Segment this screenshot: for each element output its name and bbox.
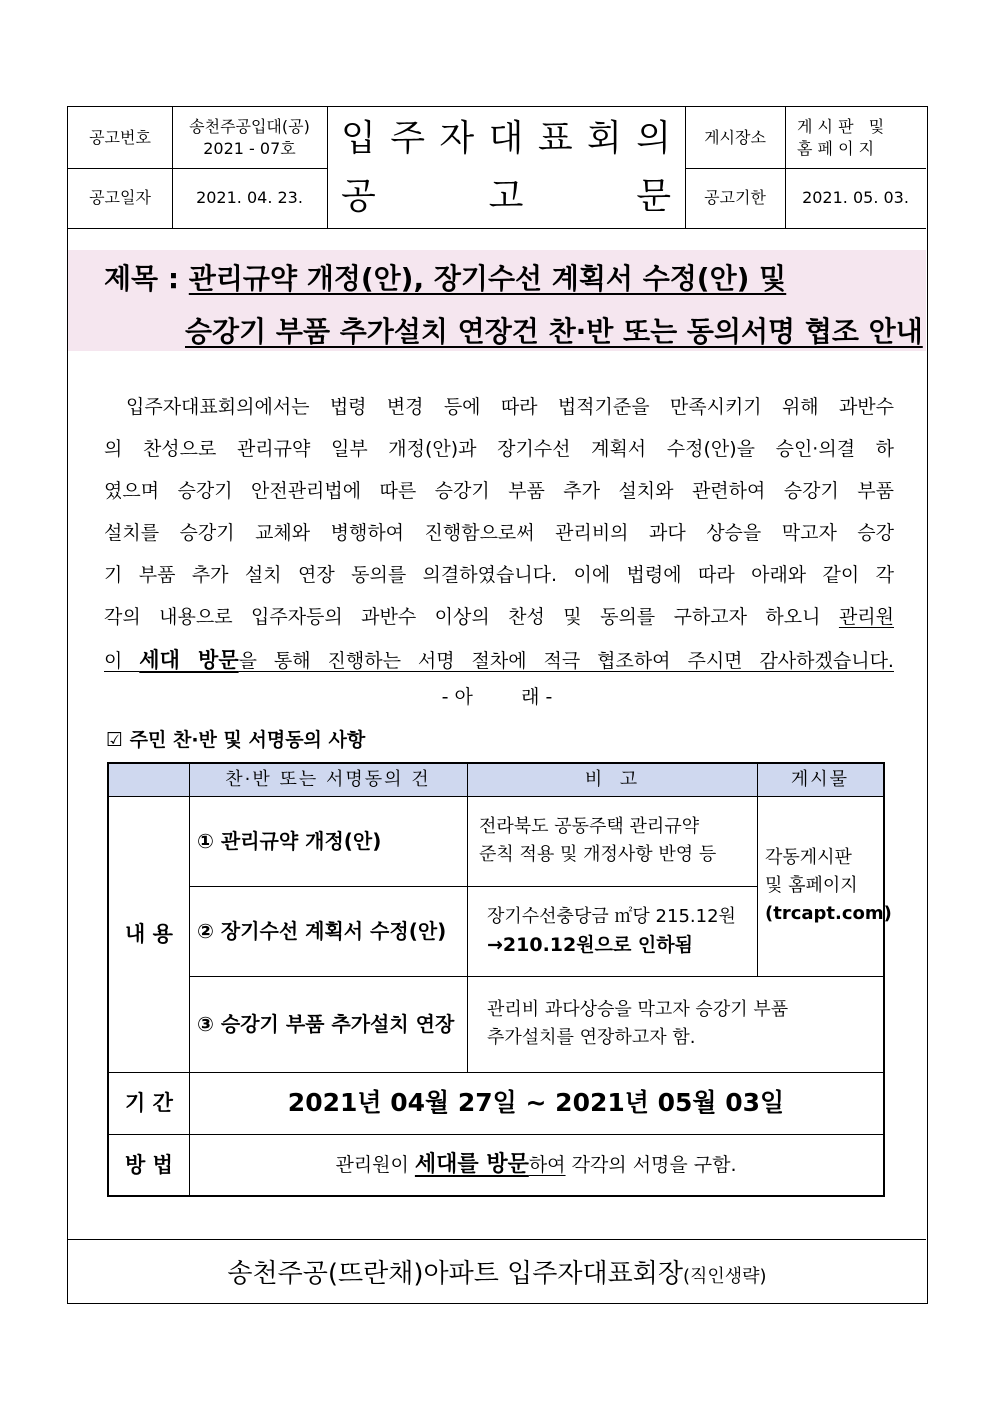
post-place-line2: 홈 페 이 지 <box>797 138 875 158</box>
post-place-line1: 게 시 판 및 <box>797 116 885 136</box>
notice-no-line1: 송천주공입대(공) <box>189 116 310 136</box>
header-table <box>68 107 926 229</box>
title-char: 회 <box>587 118 622 159</box>
item-2-note-line2: →210.12원으로 인하됨 <box>487 934 693 956</box>
method-b: 세대를 방문 <box>414 1151 529 1177</box>
body-line-6 <box>104 602 894 629</box>
title-char: 공 <box>341 175 376 217</box>
title-char: 입 <box>341 118 376 159</box>
row-label-method: 방 법 <box>125 1152 173 1177</box>
post-place-label: 게시장소 <box>704 127 766 147</box>
item-2-note <box>487 886 757 976</box>
notice-no-line2: 2021 - 07호 <box>203 138 296 158</box>
body-line-3: 였으며 승강기 안전관리법에 따른 승강기 부품 추가 설치와 관련하여 승강기 부품 <box>104 480 894 502</box>
subject-line2: 승강기 부품 추가설치 연장건 찬·반 또는 동의서명 협조 안내 <box>185 315 923 348</box>
footer-text: 송천주공(뜨란채)아파트 입주자대표회장 <box>227 1259 683 1289</box>
body-line-6a: 각의 내용으로 입주자등의 과반수 이상의 찬성 및 동의를 구하고자 하오니 <box>104 606 839 628</box>
body-line-4: 설치를 승강기 교체와 병행하여 진행함으로써 관리비의 과다 상승을 막고자 승강 <box>104 522 894 544</box>
subject-text-1: 관리규약 개정(안), 장기수선 계획서 수정(안) 및 <box>188 262 787 295</box>
notice-no-label: 공고번호 <box>89 127 151 147</box>
item-1-note-line1: 전라북도 공동주택 관리규약 <box>479 816 700 837</box>
method-c: 하여 <box>528 1153 566 1176</box>
item-1: ① 관리규약 개정(안) <box>197 829 382 853</box>
item-3: ③ 승강기 부품 추가설치 연장 <box>197 1012 455 1036</box>
body-line-5: 기 부품 추가 설치 연장 동의를 의결하였습니다. 이에 법령에 따라 아래와 같이 각 <box>104 564 894 586</box>
th-note: 비 고 <box>467 764 757 796</box>
post-location <box>757 796 892 976</box>
body-line-7b: 세대 방문 <box>139 648 239 672</box>
th-item: 찬·반 또는 서명동의 건 <box>189 764 467 796</box>
post-line1: 각동게시판 <box>765 847 852 868</box>
footer-divider <box>68 1239 926 1240</box>
title-char: 표 <box>537 118 573 159</box>
row-label-content: 내 용 <box>125 922 173 946</box>
deadline-value: 2021. 05. 03. <box>802 188 909 207</box>
body-line-7 <box>104 644 894 674</box>
body-line-1: 입주자대표회의에서는 법령 변경 등에 따라 법적기준을 만족시키기 위해 과반수 <box>126 396 894 418</box>
section-heading: ☑ 주민 찬·반 및 서명동의 사항 <box>106 729 366 751</box>
item-3-note-line1: 관리비 과다상승을 막고자 승강기 부품 <box>487 999 789 1020</box>
footer-seal-note: (직인생략) <box>682 1266 767 1287</box>
below-heading <box>68 682 926 709</box>
item-1-note <box>479 796 757 886</box>
body-line-2: 의 찬성으로 관리규약 일부 개정(안)과 장기수선 계획서 수정(안)을 승인·의결 하 <box>104 438 894 460</box>
body-line-7a: 이 <box>104 650 140 672</box>
notice-date-value: 2021. 04. 23. <box>196 188 303 207</box>
th-post: 게시물 <box>757 764 883 796</box>
body-line-7c: 을 통해 진행하는 서명 절차에 적극 협조하여 주시면 감사하겠습니다. <box>238 650 894 672</box>
method-value <box>189 1134 883 1195</box>
item-3-note-line2: 추가설치를 연장하고자 함. <box>487 1027 696 1048</box>
title-char: 의 <box>636 118 671 159</box>
item-1-note-line2: 준칙 적용 및 개정사항 반영 등 <box>479 844 717 865</box>
notice-frame <box>67 106 928 1304</box>
below-heading-text: - 아 래 - <box>441 686 553 708</box>
subject-line1 <box>104 257 786 297</box>
row-label-period: 기 간 <box>125 1091 173 1115</box>
title-line1 <box>327 107 685 171</box>
title-line2 <box>327 165 685 228</box>
method-a: 관리원이 <box>335 1153 415 1176</box>
subject-prefix: 제목 : <box>104 262 189 295</box>
notice-no-value <box>172 107 327 168</box>
notice-date-label: 공고일자 <box>89 188 151 207</box>
item-2: ② 장기수선 계획서 수정(안) <box>197 919 447 943</box>
post-line2: 및 홈페이지 <box>765 875 858 896</box>
title-char: 자 <box>439 118 475 159</box>
post-line3: (trcapt.com) <box>765 903 892 924</box>
item-2-note-line1: 장기수선충당금 ㎡당 215.12원 <box>487 906 736 927</box>
body-line-6b: 관리원 <box>838 606 894 628</box>
method-d: 각각의 서명을 구함. <box>565 1153 737 1176</box>
period-value: 2021년 04월 27일 ~ 2021년 05월 03일 <box>287 1088 785 1117</box>
footer-signature <box>68 1253 926 1290</box>
title-char: 주 <box>390 118 425 159</box>
th-blank <box>109 764 189 796</box>
deadline-label: 공고기한 <box>704 188 766 207</box>
title-char: 대 <box>488 118 524 159</box>
post-place-value <box>785 107 926 168</box>
title-char: 고 <box>488 175 524 217</box>
consent-table <box>107 762 892 1197</box>
title-char: 문 <box>636 175 671 217</box>
item-3-note <box>487 976 883 1072</box>
